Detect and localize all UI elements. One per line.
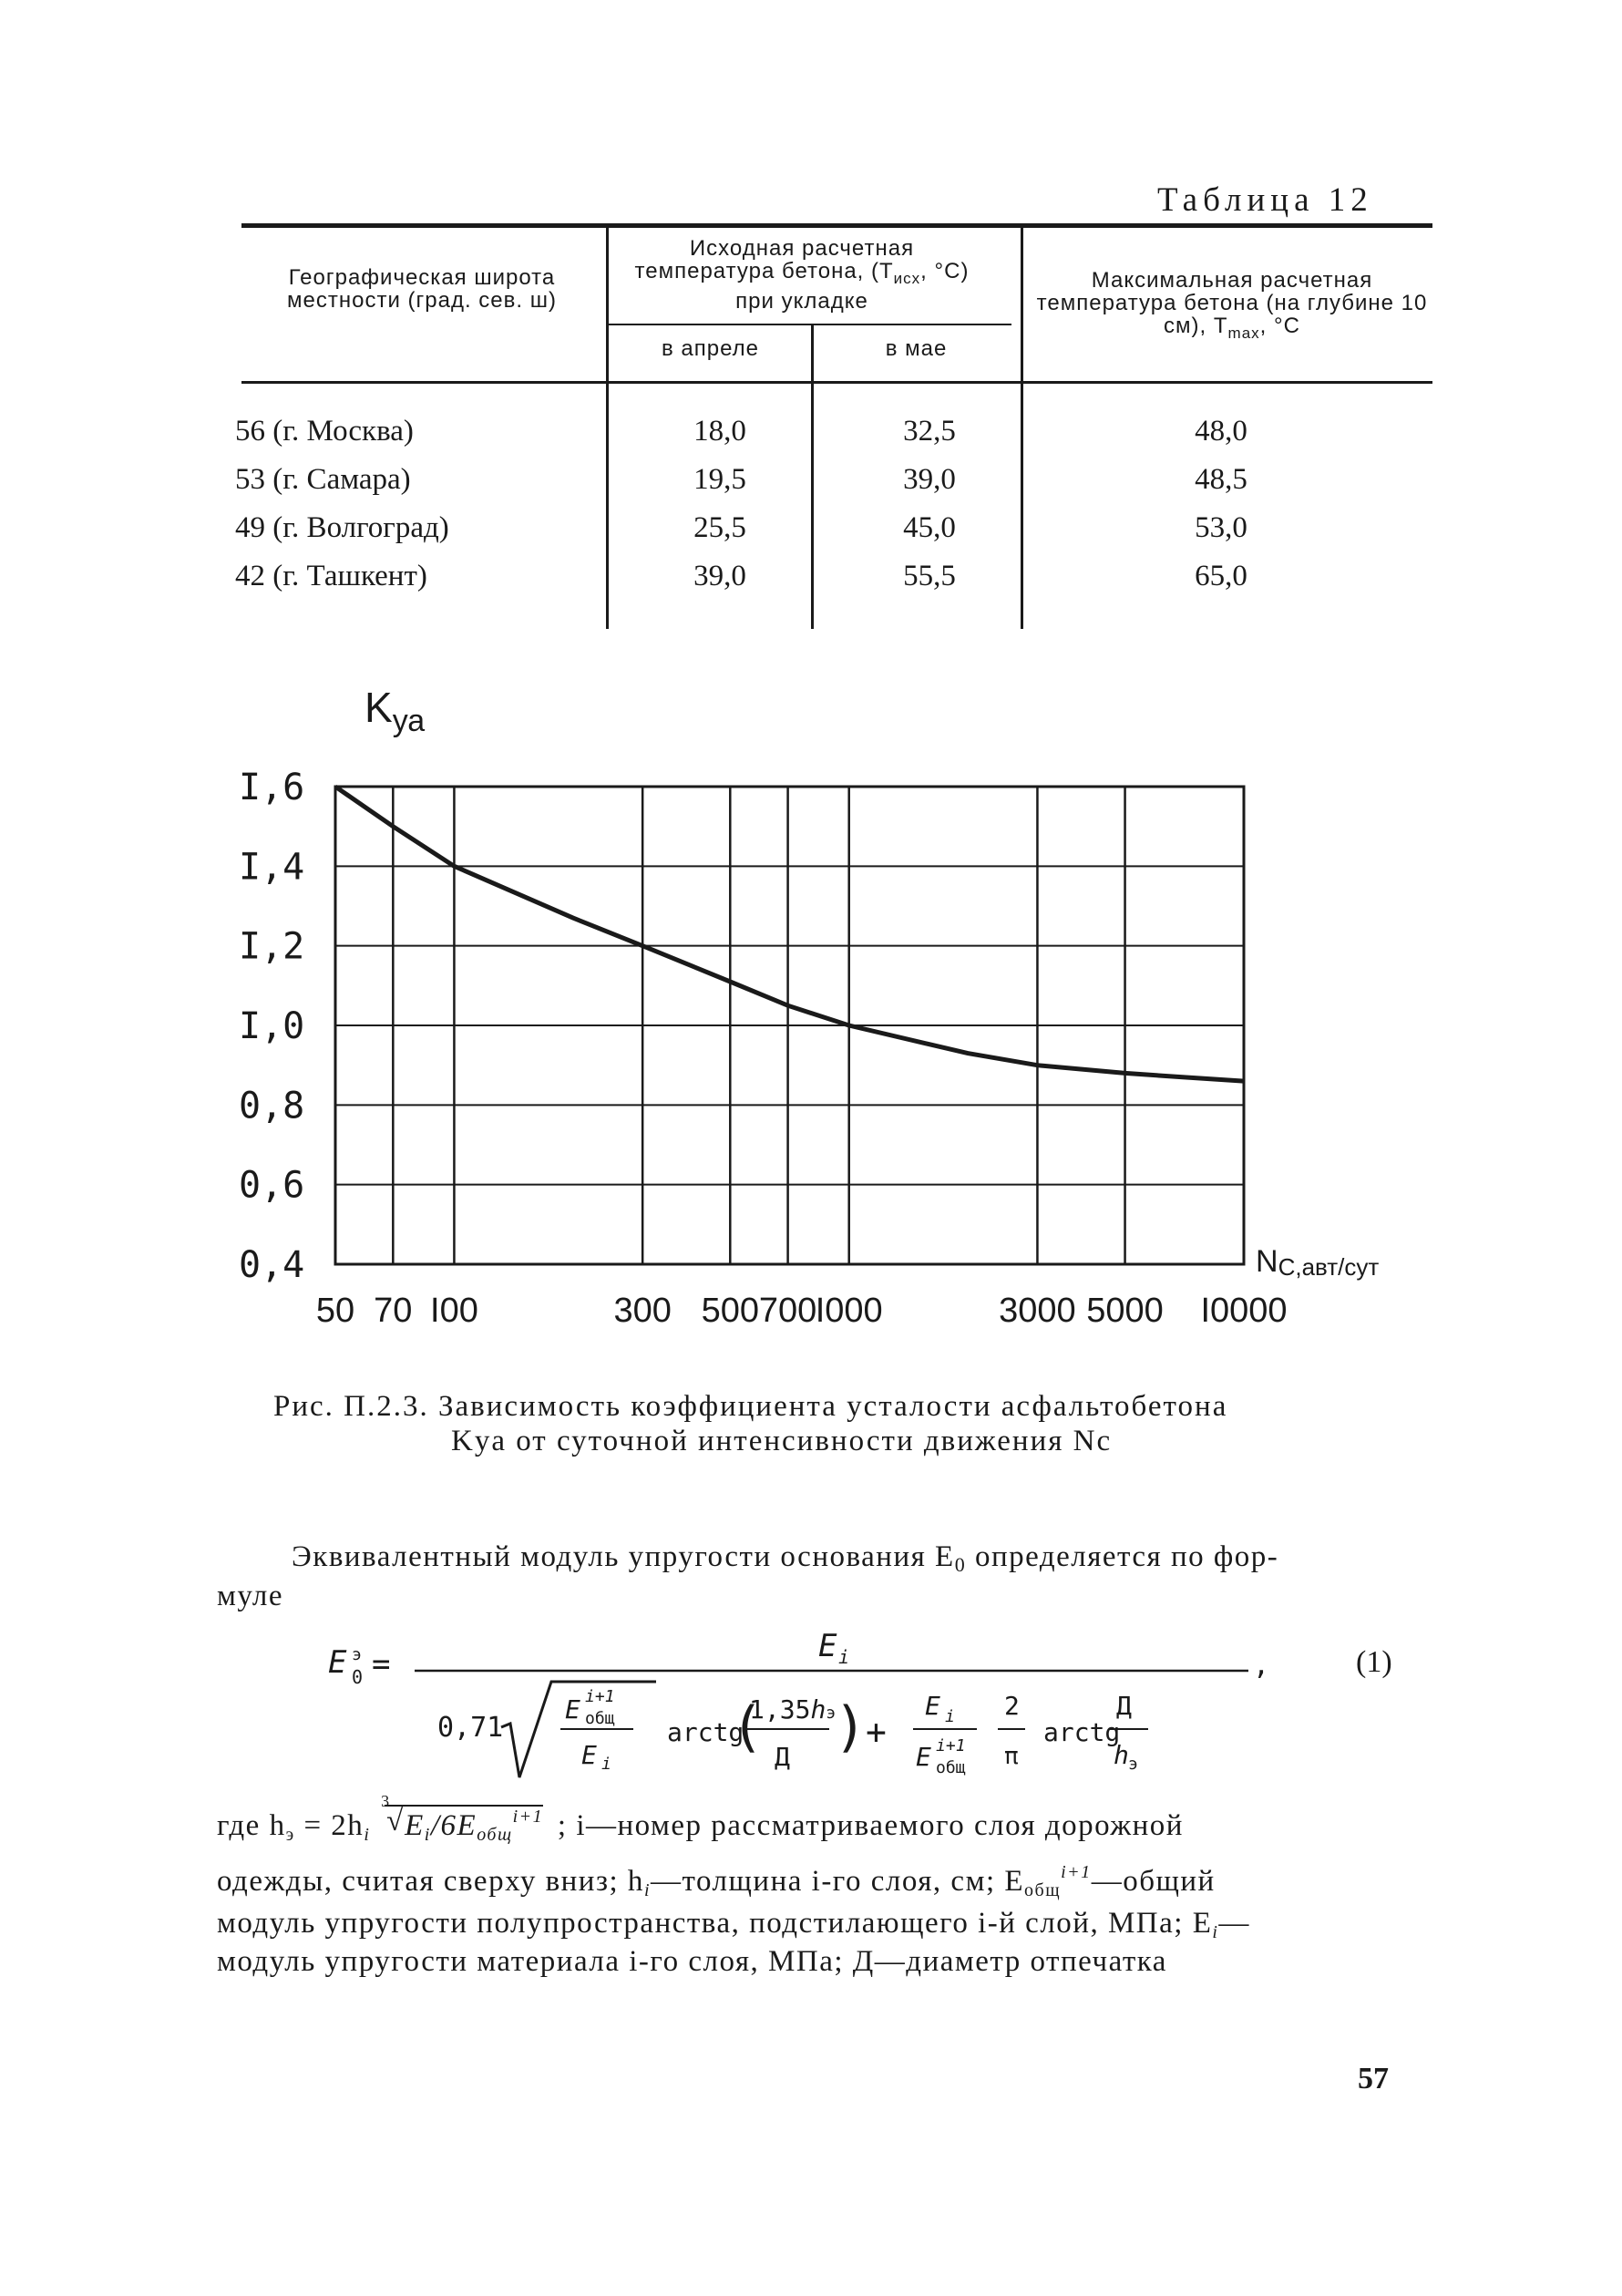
figure-caption-line-1: Рис. П.2.3. Зависимость коэффициента усталости асфальтобетона bbox=[273, 1390, 1228, 1423]
svg-text:i: i bbox=[838, 1646, 850, 1668]
table-header-bottom-rule bbox=[241, 381, 1432, 384]
table-row bbox=[0, 560, 1276, 605]
svg-text:E: E bbox=[925, 1691, 940, 1721]
figure-caption bbox=[273, 1389, 1367, 1458]
cell-may: 55,5 bbox=[903, 560, 956, 592]
svg-text:i: i bbox=[601, 1755, 611, 1774]
chart-y-tick-labels bbox=[239, 767, 304, 1286]
chart-series-line bbox=[335, 787, 1244, 1081]
svg-text:i+1: i+1 bbox=[936, 1736, 966, 1755]
svg-text:+: + bbox=[866, 1712, 887, 1752]
cell-may: 45,0 bbox=[903, 511, 956, 544]
chart-x-tick-label: 5000 bbox=[1086, 1292, 1164, 1330]
paragraph-line: Эквивалентный модуль упругости основания E0 определяется по фор- bbox=[292, 1540, 1279, 1576]
svg-text:h: h bbox=[1114, 1740, 1129, 1770]
cell-april: 25,5 bbox=[693, 511, 746, 544]
table-row bbox=[0, 415, 1276, 460]
cell-april: 19,5 bbox=[693, 463, 746, 496]
svg-text:arctg: arctg bbox=[667, 1717, 744, 1747]
cube-root-term: 3 √ Ei/6Eобщ$^{i+1}$ bbox=[381, 1792, 544, 1845]
chart-x-tick-label: I0000 bbox=[1200, 1292, 1288, 1330]
table-caption: Таблица 12 bbox=[1157, 181, 1373, 219]
chart-y-tick-label: I,2 bbox=[239, 925, 305, 968]
svg-text:Д: Д bbox=[1116, 1691, 1132, 1721]
svg-text:э: э bbox=[352, 1645, 362, 1664]
cell-max: 48,5 bbox=[1195, 463, 1247, 496]
svg-text:э: э bbox=[1128, 1755, 1138, 1774]
page-number: 57 bbox=[1358, 2062, 1389, 2095]
cell-april: 18,0 bbox=[693, 415, 746, 448]
svg-text:): ) bbox=[834, 1695, 867, 1759]
chart-x-tick-label: 700 bbox=[758, 1292, 817, 1330]
chart-y-tick-label: I,0 bbox=[239, 1005, 305, 1047]
chart-x-tick-label: 300 bbox=[613, 1292, 672, 1330]
chart-x-tick-label: 3000 bbox=[999, 1292, 1076, 1330]
svg-text:i+1: i+1 bbox=[585, 1687, 615, 1706]
formula-1 bbox=[319, 1618, 1285, 1791]
table-top-rule bbox=[241, 223, 1432, 228]
paragraph-line: одежды, считая сверху вниз; hi—толщина i-го слоя, см; Eобщ$^{i+1}$—общий bbox=[217, 1862, 1216, 1900]
cell-may: 39,0 bbox=[903, 463, 956, 496]
svg-text:общ: общ bbox=[936, 1758, 966, 1777]
chart-x-tick-labels bbox=[316, 1292, 1288, 1330]
paragraph-line: где hэ = 2hi 3 √ Ei/6Eобщ$^{i+1}$ ; i—номер рассматриваемого слоя дорожной bbox=[217, 1792, 1184, 1845]
chart-y-axis-label: $K_{уа}$ bbox=[364, 684, 426, 738]
table-row bbox=[0, 463, 1276, 509]
header-max-temperature: Максимальная расчетная температура бетона (на глубине 10 см), $T_{max}$, °C bbox=[1036, 268, 1428, 342]
svg-text:Д: Д bbox=[775, 1742, 790, 1772]
svg-text:,: , bbox=[1253, 1650, 1270, 1682]
svg-text:(: ( bbox=[731, 1695, 765, 1759]
cell-may: 32,5 bbox=[903, 415, 956, 448]
svg-text:E: E bbox=[565, 1694, 580, 1725]
header-may: в мае bbox=[885, 336, 948, 361]
chart-y-tick-label: 0,4 bbox=[239, 1244, 305, 1286]
table-subheader-rule bbox=[609, 324, 1011, 325]
svg-text:E: E bbox=[328, 1644, 347, 1681]
chart-x-tick-label: I00 bbox=[430, 1292, 478, 1330]
chart-y-tick-label: I,4 bbox=[239, 846, 305, 889]
cell-april: 39,0 bbox=[693, 560, 746, 592]
cell-latitude: 56 (г. Москва) bbox=[235, 415, 414, 448]
cell-max: 65,0 bbox=[1195, 560, 1247, 592]
svg-text:E: E bbox=[818, 1628, 837, 1664]
figure-caption-line-2: Kya от суточной интенсивности движения Nc bbox=[451, 1425, 1113, 1457]
svg-text:i: i bbox=[945, 1707, 955, 1726]
chart-y-tick-label: 0,6 bbox=[239, 1164, 305, 1207]
chart-y-tick-label: I,6 bbox=[239, 767, 305, 808]
chart-x-tick-label: 50 bbox=[315, 1292, 355, 1330]
svg-text:2: 2 bbox=[1004, 1691, 1020, 1721]
chart-x-tick-label: 500 bbox=[701, 1292, 759, 1330]
svg-text:0: 0 bbox=[352, 1666, 364, 1688]
svg-text:0,71: 0,71 bbox=[437, 1712, 504, 1744]
equation-number: (1) bbox=[1356, 1645, 1392, 1679]
cell-latitude: 53 (г. Самара) bbox=[235, 463, 411, 496]
cell-max: 48,0 bbox=[1195, 415, 1247, 448]
svg-text:=: = bbox=[372, 1646, 391, 1683]
svg-text:1,35hэ: 1,35hэ bbox=[749, 1694, 837, 1725]
svg-text:E: E bbox=[581, 1740, 597, 1770]
chart-x-axis-label: NС,авт/сут bbox=[1256, 1244, 1380, 1281]
svg-text:E: E bbox=[916, 1742, 931, 1772]
svg-text:π: π bbox=[1004, 1743, 1019, 1770]
chart-grid bbox=[335, 787, 1244, 1264]
svg-text:общ: общ bbox=[585, 1709, 615, 1728]
paragraph-line: муле bbox=[217, 1580, 284, 1612]
chart-x-tick-label: I000 bbox=[815, 1292, 883, 1330]
paragraph-line: модуль упругости полупространства, подстилающего i-й слой, МПа; Ei— bbox=[217, 1907, 1250, 1942]
header-april: в апреле bbox=[661, 336, 759, 361]
paragraph-line: модуль упругости материала i-го слоя, МПа; Д—диаметр отпечатка bbox=[217, 1945, 1167, 1978]
chart-y-tick-label: 0,8 bbox=[239, 1085, 305, 1127]
header-initial-temperature: Исходная расчетная температура бетона, ($T_{исх}$, °C) при укладке bbox=[634, 236, 970, 314]
cell-latitude: 49 (г. Волгоград) bbox=[235, 511, 449, 544]
cell-latitude: 42 (г. Ташкент) bbox=[235, 560, 427, 592]
cell-max: 53,0 bbox=[1195, 511, 1247, 544]
header-latitude: Географическая широта местности (град. сев. ш) bbox=[287, 265, 557, 313]
fatigue-coefficient-chart bbox=[0, 665, 1622, 1413]
table-row bbox=[0, 511, 1276, 557]
svg-text:arctg: arctg bbox=[1043, 1717, 1121, 1747]
chart-x-tick-label: 70 bbox=[374, 1292, 413, 1330]
